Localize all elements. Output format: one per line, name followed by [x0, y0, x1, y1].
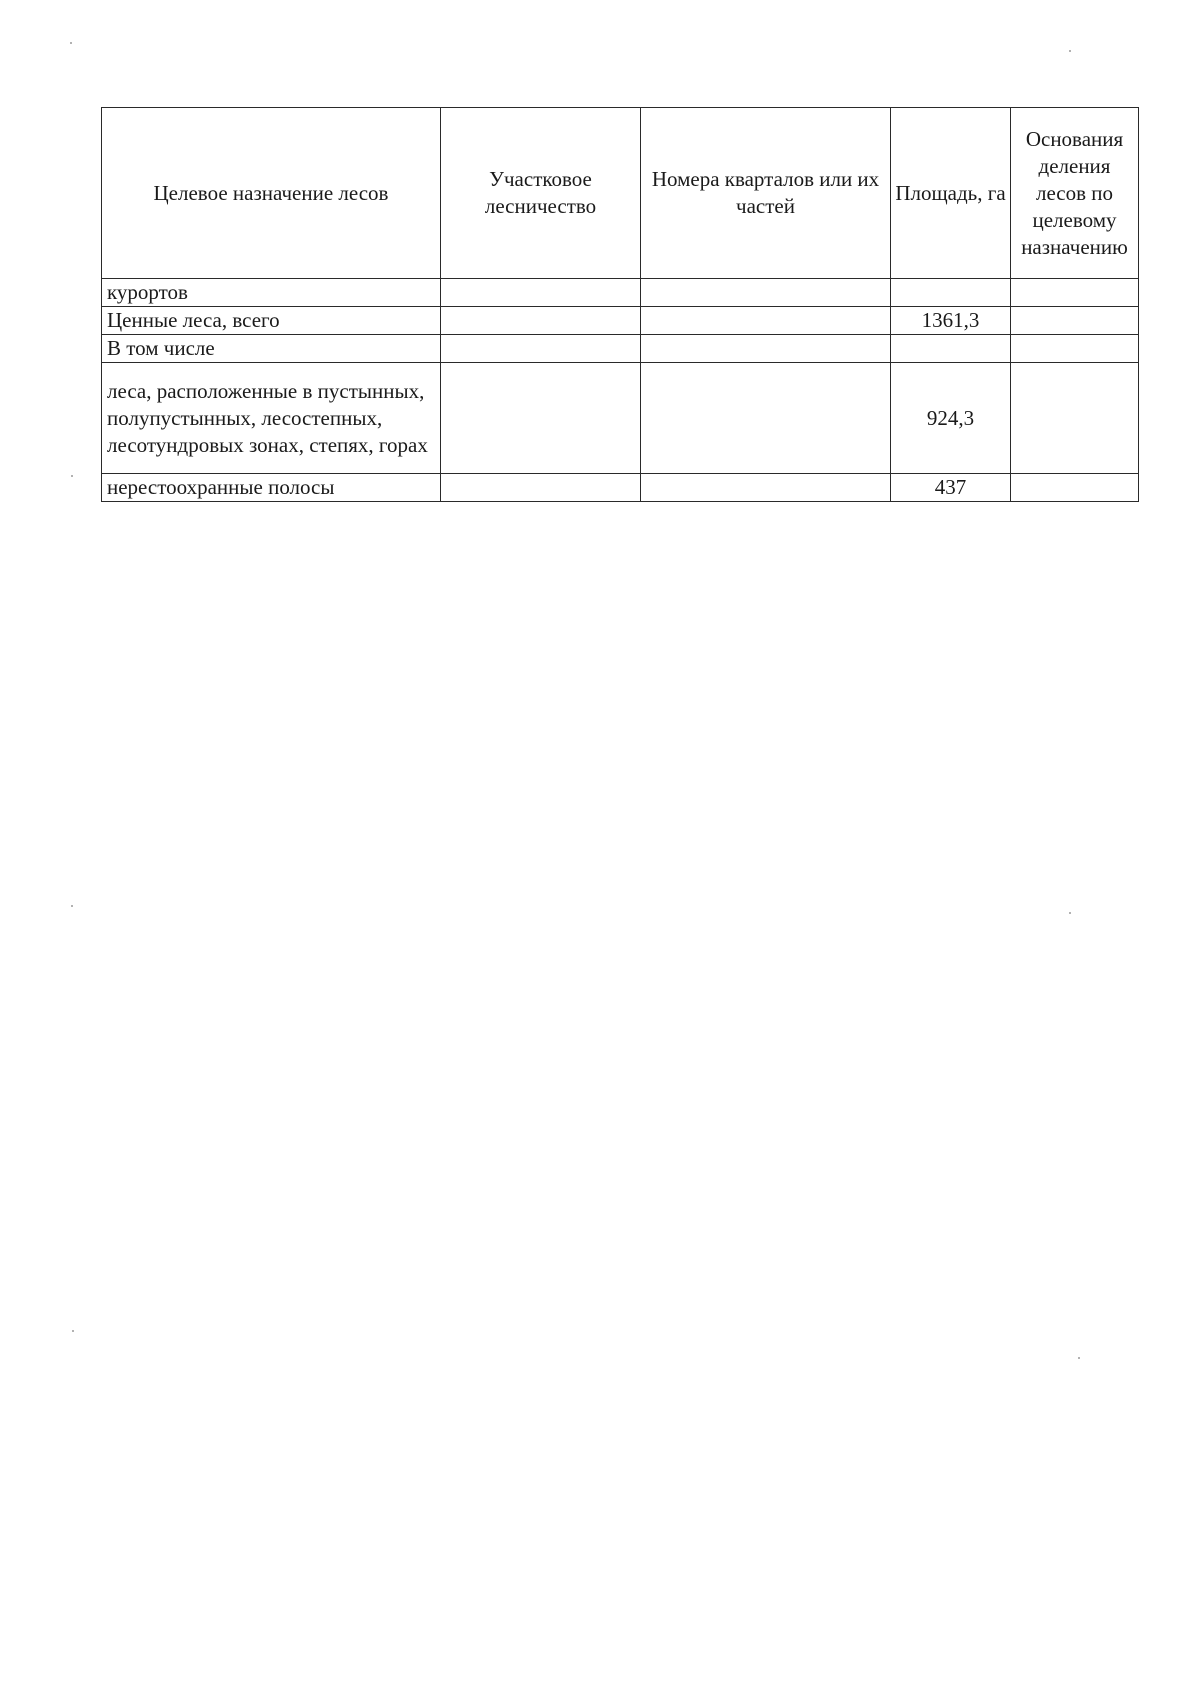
cell-forestry [441, 307, 641, 335]
header-forestry: Участковое лесничество [441, 108, 641, 279]
scan-speck [1069, 912, 1071, 914]
cell-area [891, 279, 1011, 307]
header-quarters: Номера кварталов или их частей [641, 108, 891, 279]
cell-quarters [641, 363, 891, 474]
cell-forestry [441, 363, 641, 474]
header-basis: Основания деления лесов по целевому назначению [1011, 108, 1139, 279]
cell-area [891, 335, 1011, 363]
forest-purpose-table [101, 107, 1139, 502]
table-row [102, 279, 1139, 307]
cell-forestry [441, 335, 641, 363]
scan-speck [72, 1330, 74, 1332]
cell-area: 924,3 [891, 363, 1011, 474]
cell-basis [1011, 279, 1139, 307]
cell-area: 1361,3 [891, 307, 1011, 335]
cell-purpose: нерестоохранные полосы [102, 474, 441, 502]
cell-purpose: курортов [102, 279, 441, 307]
cell-quarters [641, 335, 891, 363]
cell-basis [1011, 335, 1139, 363]
header-purpose: Целевое назначение лесов [102, 108, 441, 279]
scan-speck [71, 905, 73, 907]
cell-forestry [441, 279, 641, 307]
scan-speck [71, 475, 73, 477]
table-row [102, 335, 1139, 363]
table-row [102, 474, 1139, 502]
cell-basis [1011, 474, 1139, 502]
scan-speck [1069, 50, 1071, 52]
cell-purpose: В том числе [102, 335, 441, 363]
cell-basis [1011, 363, 1139, 474]
cell-quarters [641, 279, 891, 307]
scan-speck [1078, 1357, 1080, 1359]
table-header-row [102, 108, 1139, 279]
cell-basis [1011, 307, 1139, 335]
cell-quarters [641, 307, 891, 335]
cell-area: 437 [891, 474, 1011, 502]
cell-quarters [641, 474, 891, 502]
scan-speck [70, 42, 72, 44]
cell-forestry [441, 474, 641, 502]
table-row [102, 363, 1139, 474]
cell-purpose: Ценные леса, всего [102, 307, 441, 335]
table-row [102, 307, 1139, 335]
header-area: Площадь, га [891, 108, 1011, 279]
cell-purpose: леса, расположенные в пустынных, полупустынных, лесостепных, лесотундровых зонах, степях, горах [102, 363, 441, 474]
